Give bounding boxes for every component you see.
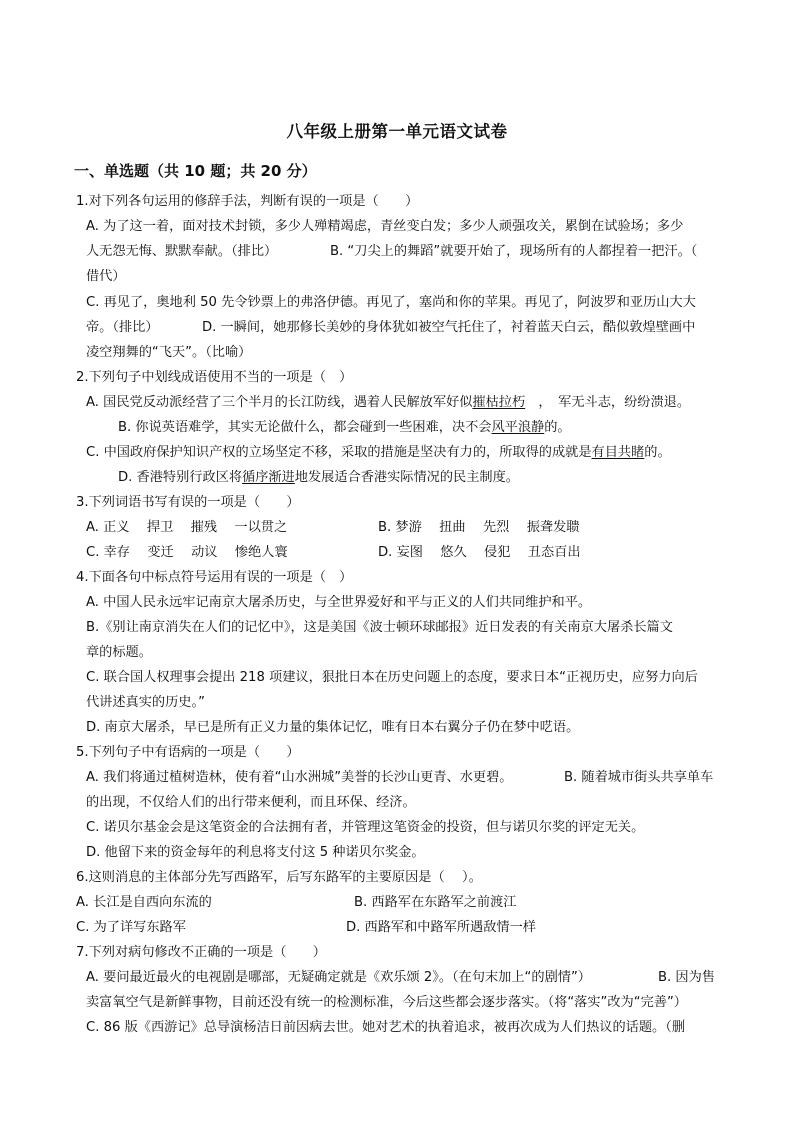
q5-option-d: D. 他留下来的资金每年的利息将支付这 5 种诺贝尔奖金。 — [86, 845, 425, 860]
q2-option-b — [118, 419, 571, 437]
q5-stem: 5.下列句子中有语病的一项是（ ） — [76, 745, 300, 760]
q2-a-text-end: ， 军无斗志，纷纷溃退。 — [525, 395, 691, 410]
q4-option-a: A. 中国人民永远牢记南京大屠杀历史，与全世界爱好和平与正义的人们共同维护和平。 — [86, 595, 592, 610]
q2-option-a — [86, 394, 690, 412]
q5-option-c: C. 诺贝尔基金会是这笔资金的合法拥有者，并管理这笔资金的投资，但与诺贝尔奖的评定无关。 — [86, 820, 645, 835]
q2-d-underlined-idiom: 循序渐进 — [242, 470, 295, 485]
q6-option-b: B. 西路军在东路军之前渡江 — [354, 895, 517, 910]
q2-c-text-end: 的。 — [644, 445, 671, 460]
q5-option-b-line1: B. 随着城市街头共享单车 — [564, 770, 714, 785]
q6-stem: 6.这则消息的主体部分先写西路军，后写东路军的主要原因是（ ）。 — [76, 870, 482, 885]
q4-option-b-line2: 章的标题。 — [86, 645, 152, 660]
q3-option-b: B. 梦游 扭曲 先烈 振聋发聩 — [378, 520, 580, 535]
q1-stem: 1.对下列各句运用的修辞手法，判断有误的一项是（ ） — [76, 194, 419, 209]
q4-option-d: D. 南京大屠杀，早已是所有正义力量的集体记忆，唯有日本右翼分子仍在梦中呓语。 — [86, 720, 580, 735]
q7-stem: 7.下列对病句修改不正确的一项是（ ） — [76, 945, 326, 960]
q3-stem: 3.下列词语书写有误的一项是（ ） — [76, 495, 300, 510]
q1-option-c-line1: C. 再见了，奥地利 50 先令钞票上的弗洛伊德。再见了，塞尚和你的苹果。再见了，阿波罗和亚历山大大 — [86, 295, 696, 310]
q2-a-underlined-idiom: 摧枯拉朽 — [472, 395, 526, 410]
q1-option-a-line1: A. 为了这一着，面对技术封锁，多少人殚精竭虑，青丝变白发；多少人顽强攻关，累倒在试验场；多少 — [86, 219, 684, 234]
q4-option-c-line1: C. 联合国人权理事会提出 218 项建议，狠批日本在历史问题上的态度，要求日本“正视历史，应努力向后 — [86, 670, 698, 685]
q6-option-c: C. 为了详写东路军 — [76, 920, 186, 935]
q1-option-b-line2: 借代） — [86, 269, 126, 284]
q2-option-c — [86, 444, 671, 462]
q2-b-text-end: 的。 — [544, 420, 571, 435]
q2-c-text: C. 中国政府保护知识产权的立场坚定不移，采取的措施是坚决有力的，所取得的成就是 — [86, 445, 592, 460]
q1-option-a-line2: 人无怨无悔、默默奉献。（排比） — [86, 244, 278, 259]
q3-option-d: D. 妄图 悠久 侵犯 丑态百出 — [378, 545, 581, 560]
q7-option-b-line1: B. 因为售 — [658, 970, 715, 985]
q6-option-d: D. 西路军和中路军所遇敌情一样 — [346, 920, 536, 935]
q1-option-c-line2: 帝。（排比） — [86, 320, 159, 335]
q1-option-b-line1: B. “刀尖上的舞蹈”就要开始了，现场所有的人都捏着一把汗。（ — [330, 244, 698, 259]
section-heading: 一、单选题（共 10 题；共 20 分） — [74, 162, 317, 180]
q5-option-a: A. 我们将通过植树造林，使有着“山水洲城”美誉的长沙山更青、水更碧。 — [86, 770, 513, 785]
q5-option-b-line2: 的出现，不仅给人们的出行带来便利，而且环保、经济。 — [86, 795, 416, 810]
q2-option-d — [118, 469, 519, 487]
q2-a-text: A. 国民党反动派经营了三个半月的长江防线，遇着人民解放军好似 — [86, 395, 473, 410]
q2-b-text: B. 你说英语难学，其实无论做什么，都会碰到一些困难，决不会 — [118, 420, 492, 435]
q7-option-c-line1: C. 86 版《西游记》总导演杨洁日前因病去世。她对艺术的执着追求，被再次成为人们热议的话题。（删 — [86, 1020, 686, 1035]
q1-option-d-line1: D. 一瞬间，她那修长美妙的身体犹如被空气托住了，衬着蓝天白云，酷似敦煌壁画中 — [202, 320, 696, 335]
q2-stem: 2.下列句子中划线成语使用不当的一项是（ ） — [76, 370, 353, 385]
q7-option-b-line2: 卖富氧空气是新鲜事物，目前还没有统一的检测标准，今后这些都会逐步落实。（将“落实”改为“完善”） — [86, 995, 687, 1010]
q2-d-text: D. 香港特别行政区将 — [118, 470, 243, 485]
q3-option-a: A. 正义 捍卫 摧残 一以贯之 — [86, 520, 288, 535]
q2-b-underlined-idiom: 风平浪静 — [491, 420, 545, 435]
q6-option-a: A. 长江是自西向东流的 — [76, 895, 212, 910]
q3-option-c: C. 幸存 变迁 动议 惨绝人寰 — [86, 545, 288, 560]
q1-option-d-line2: 凌空翔舞的“飞天”。（比喻） — [86, 345, 252, 360]
q2-c-underlined-idiom: 有目共睹 — [591, 445, 645, 460]
q7-option-a: A. 要问最近最火的电视剧是哪部，无疑确定就是《欢乐颂 2》。（在句末加上“的剧情”） — [86, 970, 591, 985]
q2-d-text-end: 地发展适合香港实际情况的民主制度。 — [294, 470, 519, 485]
q4-option-b-line1: B.《别让南京消失在人们的记忆中》，这是美国《波士顿环球邮报》近日发表的有关南京大屠杀长篇文 — [86, 620, 673, 635]
page-title: 八年级上册第一单元语文试卷 — [286, 122, 508, 141]
q4-option-c-line2: 代讲述真实的历史。” — [86, 695, 205, 710]
q4-stem: 4.下面各句中标点符号运用有误的一项是（ ） — [76, 570, 353, 585]
